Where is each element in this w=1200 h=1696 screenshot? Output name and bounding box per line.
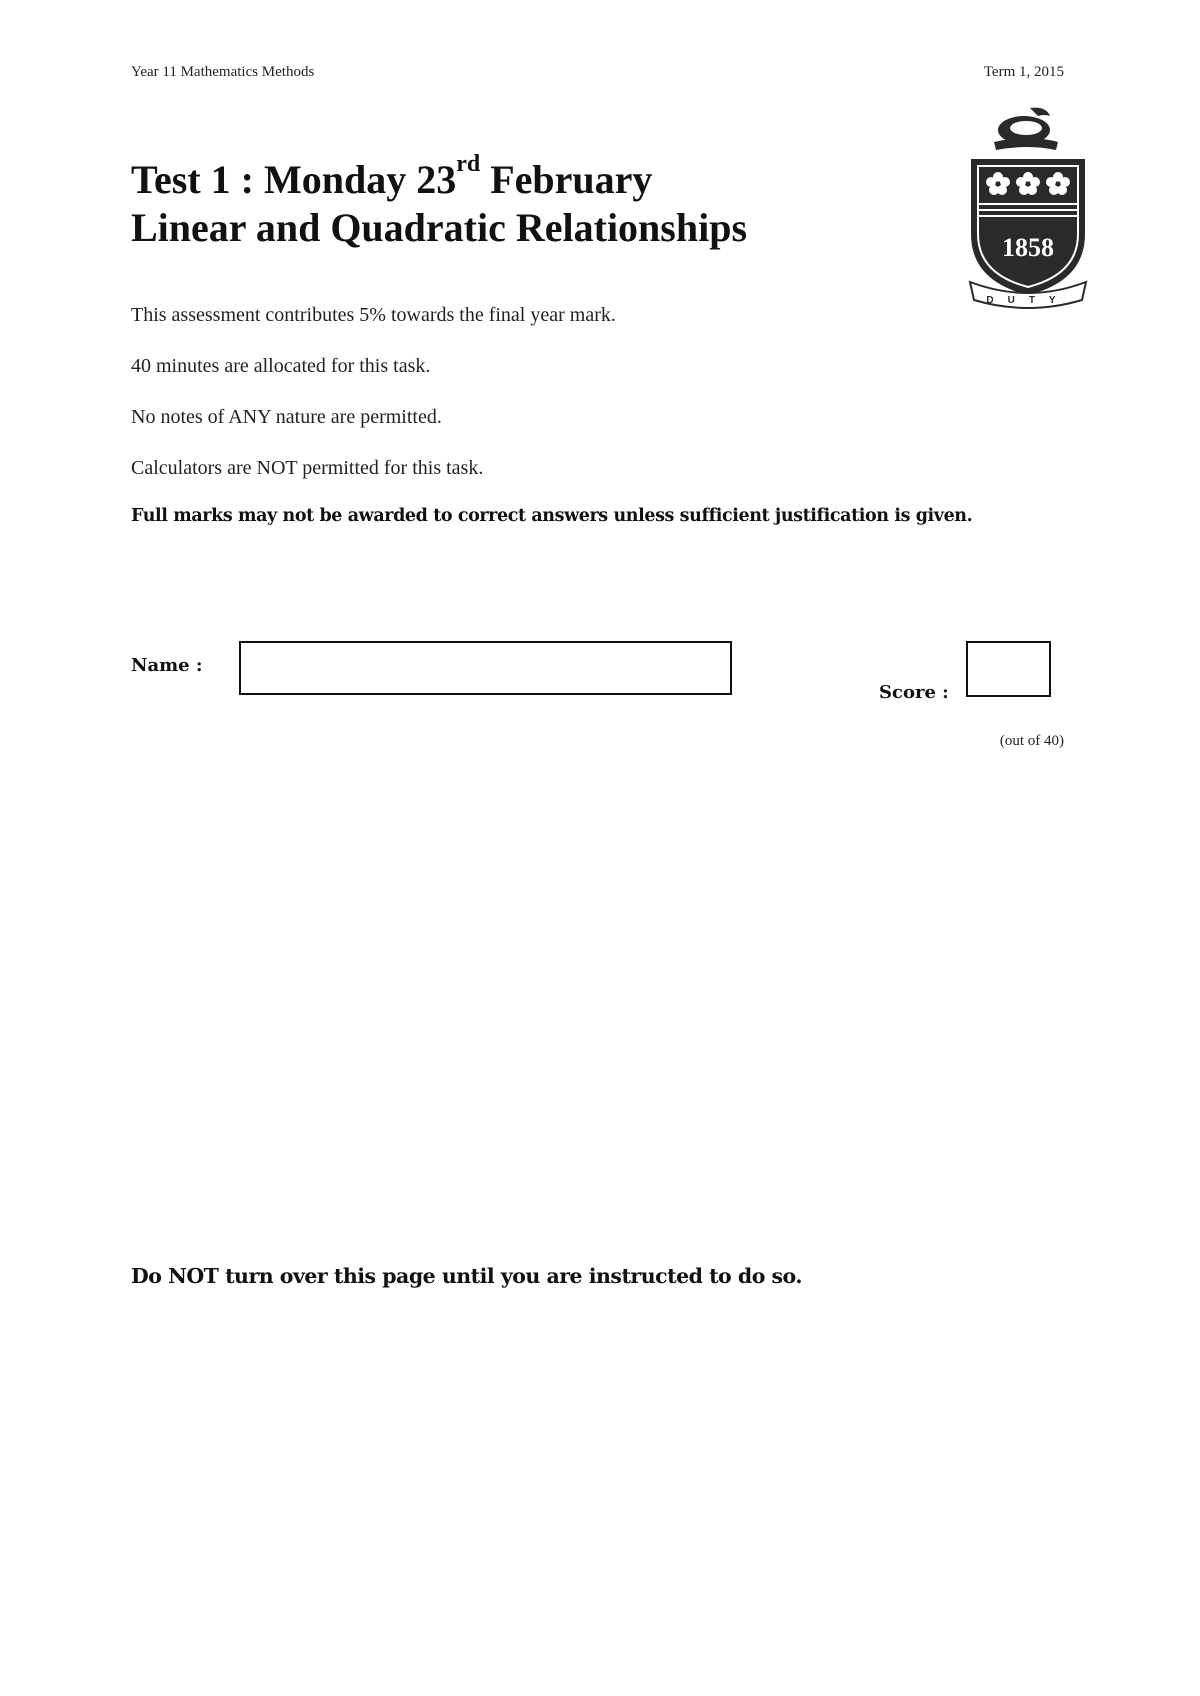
instruction-weighting: This assessment contributes 5% towards the final year mark. <box>131 304 616 326</box>
serpent-icon <box>994 108 1058 150</box>
flower-icons <box>986 172 1070 195</box>
instruction-time: 40 minutes are allocated for this task. <box>131 355 431 377</box>
score-out-of: (out of 40) <box>999 733 1064 749</box>
header-term: Term 1, 2015 <box>983 64 1064 80</box>
title-date-prefix: Test 1 : Monday 23 <box>131 157 457 202</box>
crest-motto: DUTY <box>986 295 1070 306</box>
title-ordinal-suffix: rd <box>456 151 481 177</box>
score-label: Score : <box>879 682 949 703</box>
name-field[interactable] <box>239 641 732 695</box>
title-line-1 <box>131 151 747 204</box>
name-label: Name : <box>131 655 203 676</box>
instruction-calculators: Calculators are NOT permitted for this task. <box>131 457 484 479</box>
title-month: February <box>480 157 653 202</box>
page-title <box>131 151 748 252</box>
header-course: Year 11 Mathematics Methods <box>131 64 315 80</box>
justification-note: Full marks may not be awarded to correct answers unless sufficient justification is given. <box>131 506 973 526</box>
score-field[interactable] <box>966 641 1051 697</box>
instruction-notes: No notes of ANY nature are permitted. <box>131 406 442 428</box>
crest-year: 1858 <box>1002 233 1054 262</box>
title-line-2: Linear and Quadratic Relationships <box>131 205 748 250</box>
footer-note: Do NOT turn over this page until you are instructed to do so. <box>131 1264 802 1288</box>
school-crest-icon <box>968 104 1088 310</box>
